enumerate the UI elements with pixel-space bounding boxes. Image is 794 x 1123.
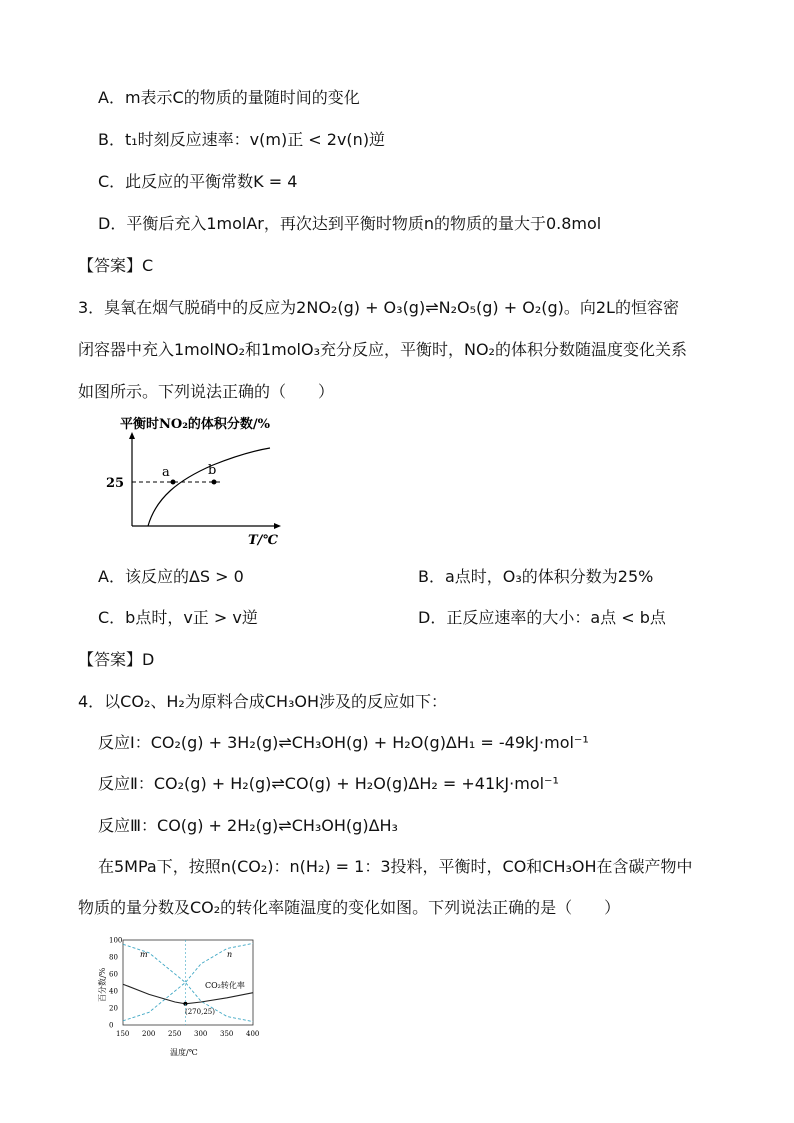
q3-answer: 【答案】D [78, 650, 155, 669]
q4-xlabel: 温度/℃ [170, 1048, 198, 1057]
q3-stem-line3: 如图所示。下列说法正确的（ ） [78, 382, 335, 401]
q4-ylabel: 百分数/% [98, 967, 107, 1002]
q4-label-point: (270,25) [185, 1008, 215, 1016]
q4-chart [95, 930, 275, 1058]
q2-option-d: D．平衡后充入1molAr，再次达到平衡时物质n的物质的量大于0.8mol [98, 214, 602, 233]
q4-xtick-250: 250 [168, 1030, 182, 1038]
q4-reaction-2: 反应Ⅱ：CO₂(g) + H₂(g)⇌CO(g) + H₂O(g)ΔH₂ = +41kJ·mol⁻¹ [98, 774, 559, 793]
q3-curve [148, 448, 270, 526]
q3-stem-line1: 3．臭氧在烟气脱硝中的反应为2NO₂(g) + O₃(g)⇌N₂O₅(g) + O₂(g)。向2L的恒容密 [78, 298, 679, 317]
q4-ytick-100: 100 [109, 936, 123, 945]
q2-option-b: B．t₁时刻反应速率：v(m)正 < 2v(n)逆 [98, 130, 386, 149]
q4-label-co2: CO₂转化率 [205, 981, 245, 990]
q3-figure [98, 410, 308, 550]
q4-xtick-350: 350 [220, 1030, 234, 1038]
q4-ytick-0: 0 [109, 1021, 114, 1030]
q4-xtick-150: 150 [116, 1030, 130, 1038]
q3-point-a [171, 480, 176, 485]
q3-ylabel: 平衡时NO₂的体积分数/% [120, 417, 271, 432]
q4-ytick-80: 80 [109, 953, 118, 962]
q4-xtick-400: 400 [246, 1030, 260, 1038]
q2-option-a: A．m表示C的物质的量随时间的变化 [98, 88, 360, 107]
q3-x-arrow [274, 523, 281, 529]
q2-answer: 【答案】C [78, 256, 154, 275]
q3-label-b: b [208, 463, 217, 478]
q4-paragraph-2: 物质的量分数及CO₂的转化率随温度的变化如图。下列说法正确的是（ ） [78, 898, 621, 917]
q3-option-b: B．a点时，O₃的体积分数为25% [418, 567, 654, 586]
q4-paragraph-1: 在5MPa下，按照n(CO₂)：n(H₂) = 1：3投料，平衡时，CO和CH₃OH在含碳产物中 [98, 857, 693, 876]
q3-xlabel: T/℃ [248, 533, 278, 548]
q3-point-b [212, 480, 217, 485]
q4-stem-line1: 4．以CO₂、H₂为原料合成CH₃OH涉及的反应如下： [78, 692, 448, 711]
q3-stem-line2: 闭容器中充入1molNO₂和1molO₃充分反应，平衡时，NO₂的体积分数随温度变化关系 [78, 340, 687, 359]
q4-xtick-300: 300 [194, 1030, 208, 1038]
q3-y-arrow [129, 432, 135, 439]
q3-option-a: A．该反应的ΔS > 0 [98, 567, 244, 586]
q4-label-n: n [227, 950, 233, 959]
q3-ytick-25: 25 [106, 476, 125, 491]
q4-ytick-40: 40 [109, 987, 118, 996]
q4-ytick-60: 60 [109, 970, 118, 979]
q4-xtick-200: 200 [142, 1030, 156, 1038]
q3-option-d: D．正反应速率的大小：a点 < b点 [418, 608, 666, 627]
q3-option-c: C．b点时，v正 > v逆 [98, 608, 258, 627]
q4-reaction-3: 反应Ⅲ：CO(g) + 2H₂(g)⇌CH₃OH(g)ΔH₃ [98, 816, 398, 835]
q4-reaction-1: 反应Ⅰ：CO₂(g) + 3H₂(g)⇌CH₃OH(g) + H₂O(g)ΔH₁ = -49kJ·mol⁻¹ [98, 733, 589, 752]
q2-option-c: C．此反应的平衡常数K = 4 [98, 172, 298, 191]
q4-label-m: m [140, 950, 148, 959]
q3-label-a: a [162, 465, 170, 480]
q4-ytick-20: 20 [109, 1004, 118, 1013]
